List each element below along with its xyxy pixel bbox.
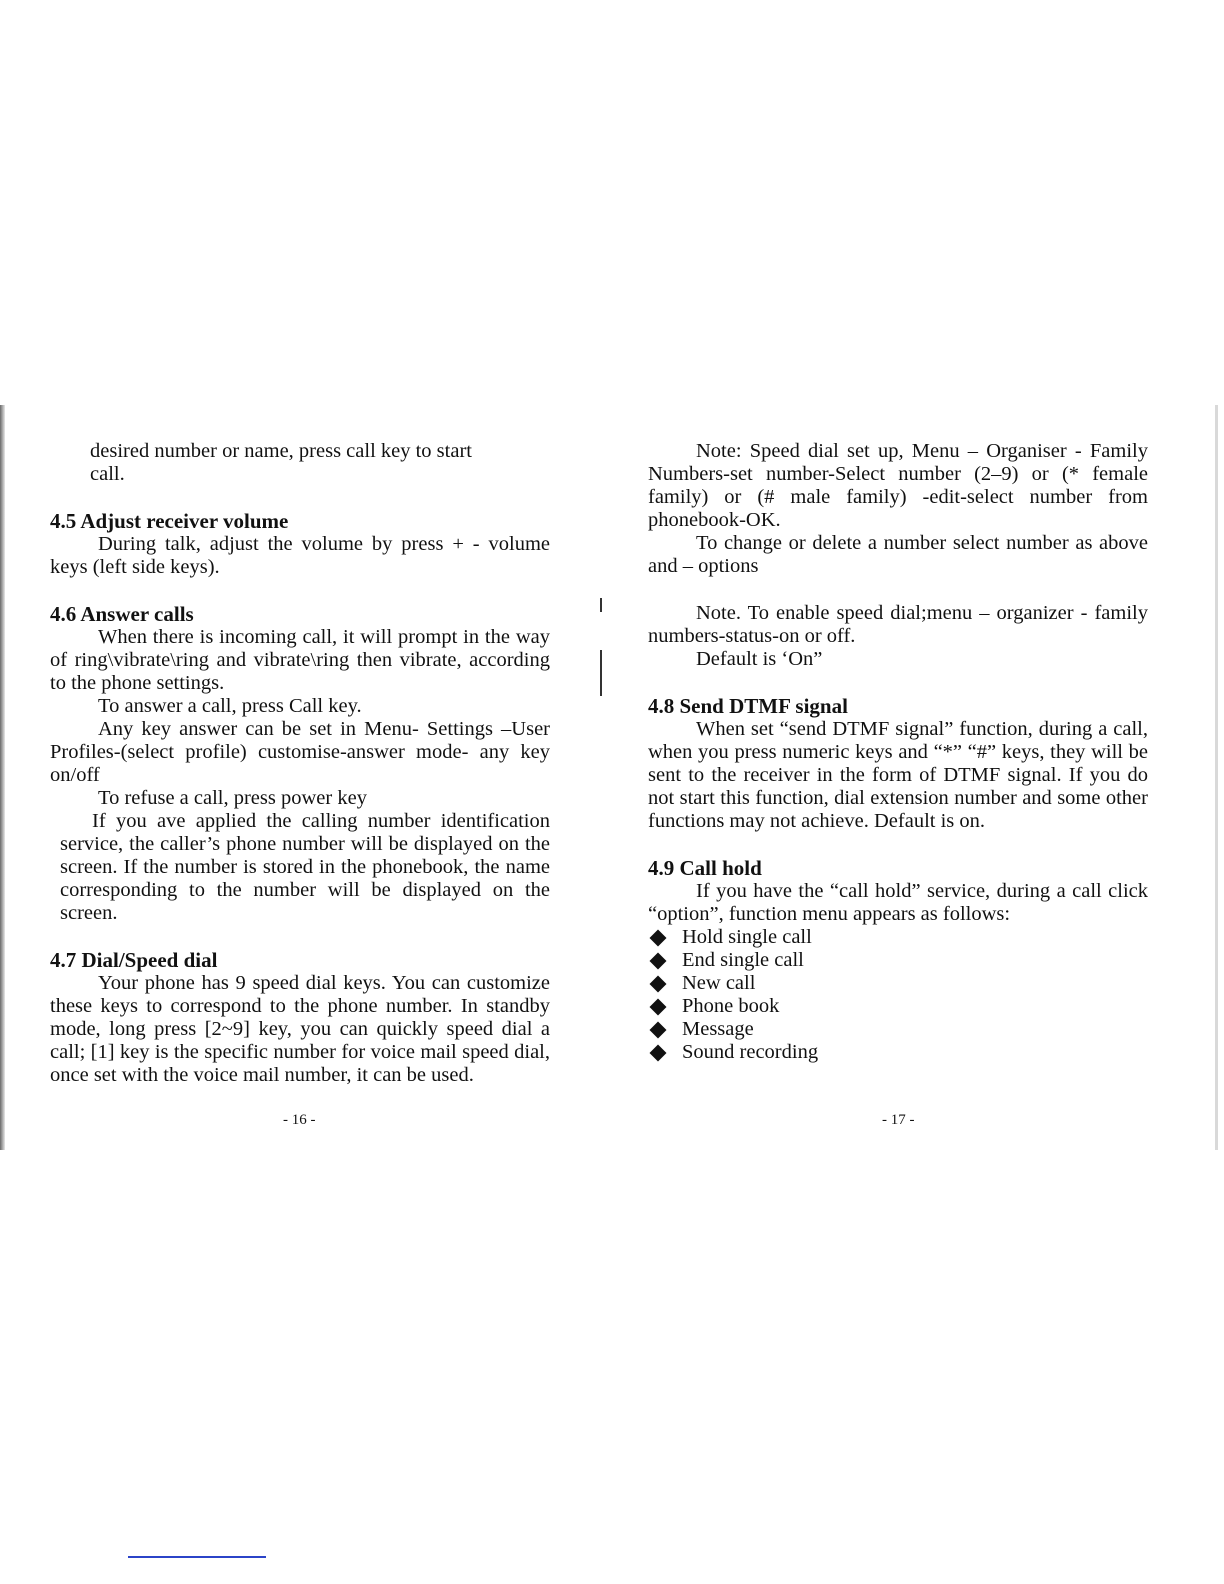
note-speed-dial-setup: Note: Speed dial set up, Menu – Organiser - Family Numbers-set number-Select number (2–9) or (* female family) or (# male family) -edit-select number from phonebook-OK. <box>648 440 1148 531</box>
gutter-mark <box>600 650 602 696</box>
section-4-7-paragraph: Your phone has 9 speed dial keys. You can customize these keys to correspond to the phone number. In standby mode, long press [2~9] key, you can quickly speed dial a call; [1] key is the specific number for voice mail speed dial, once set with the voice mail number, it can be used. <box>50 972 550 1086</box>
right-page <box>648 440 1148 1064</box>
list-item: New call <box>648 972 1148 995</box>
diamond-bullet-icon <box>650 975 667 992</box>
page-number-left: - 16 - <box>283 1112 316 1128</box>
diamond-bullet-icon <box>650 1044 667 1061</box>
section-4-6-title: 4.6 Answer calls <box>50 602 194 626</box>
section-4-8-paragraph: When set “send DTMF signal” function, during a call, when you press numeric keys and “*” “#” keys, they will be sent to the receiver in the form of DTMF signal. If you do not start this function, dial extension number and some other functions may not achieve. Default is on. <box>648 718 1148 832</box>
gutter-mark <box>600 598 602 612</box>
section-4-6-paragraph-5: If you ave applied the calling number identification service, the caller’s phone number will be displayed on the screen. If the number is stored in the phonebook, the name corresponding to the number will be displayed on the screen. <box>60 810 550 924</box>
section-4-8-title: 4.8 Send DTMF signal <box>648 694 848 718</box>
diamond-bullet-icon <box>650 929 667 946</box>
note-default: Default is ‘On” <box>696 648 823 670</box>
section-4-7-title: 4.7 Dial/Speed dial <box>50 948 218 972</box>
list-item: Phone book <box>648 995 1148 1018</box>
list-item: Sound recording <box>648 1041 1148 1064</box>
page-number-right: - 17 - <box>882 1112 915 1128</box>
diamond-bullet-icon <box>650 998 667 1015</box>
list-item: End single call <box>648 949 1148 972</box>
diamond-bullet-icon <box>650 1021 667 1038</box>
section-4-6-paragraph-3: Any key answer can be set in Menu- Settings –User Profiles-(select profile) customise-answer mode- any key on/off <box>50 718 550 786</box>
intro-line-2: call. <box>90 463 125 485</box>
section-4-5-title: 4.5 Adjust receiver volume <box>50 509 289 533</box>
note-enable-speed-dial: Note. To enable speed dial;menu – organizer - family numbers-status-on or off. <box>648 602 1148 647</box>
diamond-bullet-icon <box>650 952 667 969</box>
section-4-9-title: 4.9 Call hold <box>648 856 762 880</box>
note-change-delete: To change or delete a number select number as above and – options <box>648 532 1148 577</box>
call-hold-options-list <box>648 926 1148 1064</box>
section-4-9-paragraph: If you have the “call hold” service, during a call click “option”, function menu appears as follows: <box>648 880 1148 925</box>
list-item: Hold single call <box>648 926 1148 949</box>
section-4-6-paragraph-1: When there is incoming call, it will prompt in the way of ring\vibrate\ring and vibrate\ring then vibrate, according to the phone settings. <box>50 626 550 694</box>
bottom-rule <box>128 1556 266 1558</box>
section-4-6-paragraph-4: To refuse a call, press power key <box>98 787 367 809</box>
left-page <box>50 440 550 1087</box>
section-4-6-paragraph-2: To answer a call, press Call key. <box>98 695 362 717</box>
list-item: Message <box>648 1018 1148 1041</box>
section-4-5-paragraph: During talk, adjust the volume by press + - volume keys (left side keys). <box>50 533 550 578</box>
scan-edge-left <box>0 405 5 1150</box>
intro-line-1: desired number or name, press call key to start <box>90 440 472 462</box>
scan-edge-right <box>1215 405 1218 1150</box>
